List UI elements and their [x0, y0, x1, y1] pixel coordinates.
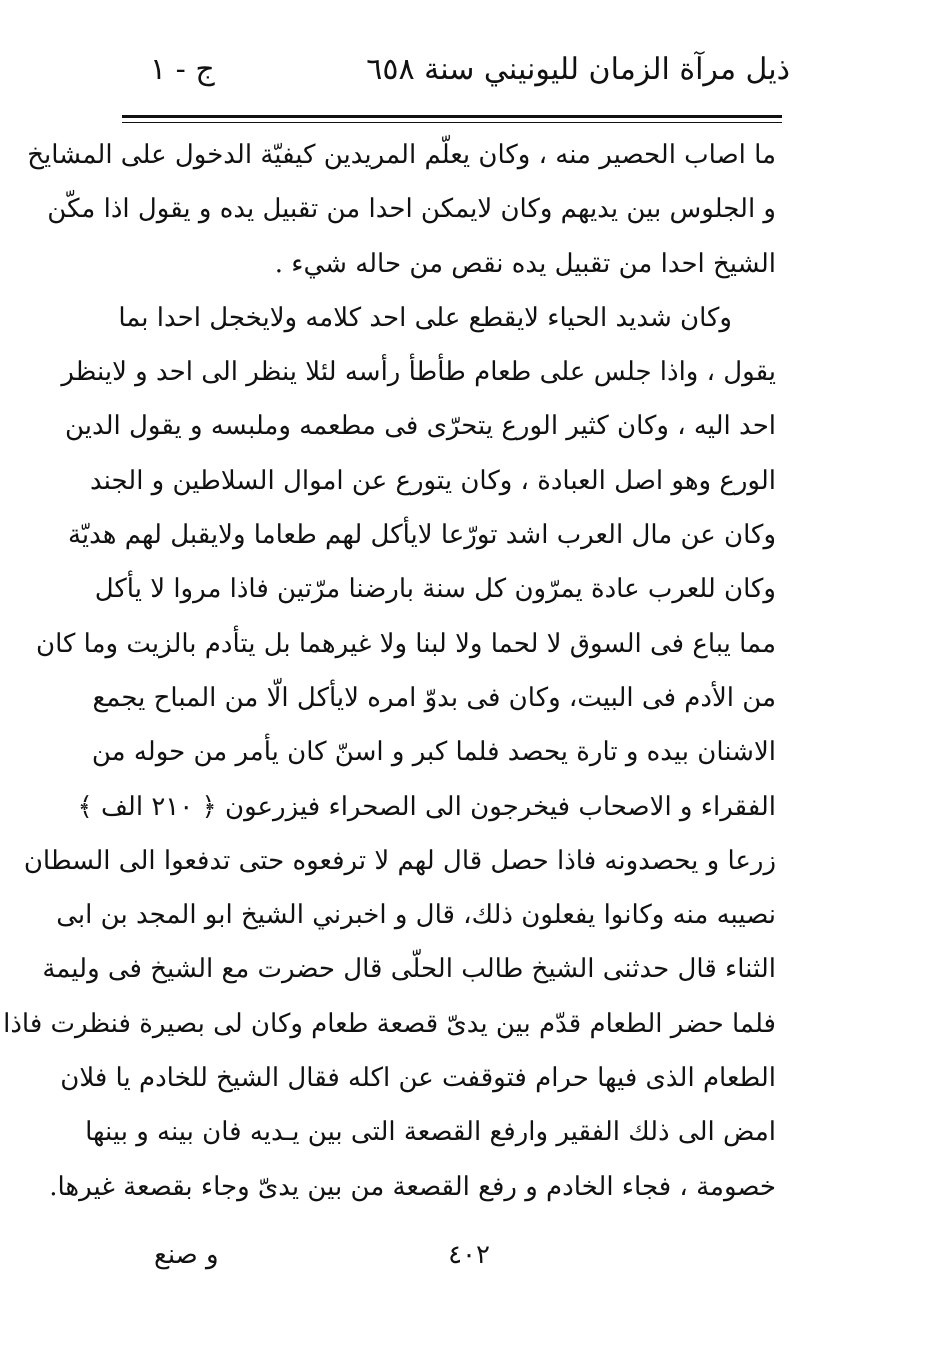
text-line: و الجلوس بين يديهم وكان لايمكن احدا من تقبيل يده و يقول اذا مكّن	[47, 194, 776, 225]
header-volume: ج - ١	[150, 52, 215, 87]
text-line: الفقراء و الاصحاب فيخرجون الى الصحراء فيزرعون ﴿ ٢١٠ الف ﴾	[77, 791, 776, 822]
text-line: من الأدم فى البيت، وكان فى بدوّ امره لايأكل الّا من المباح يجمع	[92, 682, 776, 713]
page-number: ٤٠٢	[448, 1240, 490, 1270]
text-line: الاشنان بيده و تارة يحصد فلما كبر و اسنّ كان يأمر من حوله من	[91, 737, 776, 768]
text-line: زرعا و يحصدونه فاذا حصل قال لهم لا ترفعوه حتى تدفعوا الى السطان	[23, 845, 776, 876]
text-line: الشيخ احدا من تقبيل يده نقص من حاله شيء .	[274, 248, 776, 279]
catchword: و صنع	[154, 1240, 219, 1270]
page-footer	[140, 1240, 780, 1290]
text-line: الثناء قال حدثنى الشيخ طالب الحلّى قال حضرت مع الشيخ فى وليمة	[42, 954, 776, 985]
body-text	[3, 128, 776, 1214]
text-line: وكان للعرب عادة يمرّون كل سنة بارضنا مرّتين فاذا مروا لا يأكل	[94, 574, 776, 605]
text-line: الورع وهو اصل العبادة ، وكان يتورع عن اموال السلاطين و الجند	[90, 465, 776, 496]
text-line: يقول ، واذا جلس على طعام طأطأ رأسه لئلا ينظر الى احد و لاينظر	[61, 357, 776, 388]
text-line: احد اليه ، وكان كثير الورع يتحرّى فى مطعمه وملبسه و يقول الدين	[64, 411, 776, 442]
text-line: فلما حضر الطعام قدّم بين يدىّ قصعة طعام وكان لى بصيرة فنظرت فاذا	[3, 1008, 776, 1039]
text-line: ما اصاب الحصير منه ، وكان يعلّم المريدين كيفيّة الدخول على المشايخ	[27, 140, 776, 170]
text-line: وكان شديد الحياء لايقطع على احد كلامه ولايخجل احدا بما	[118, 302, 732, 333]
text-line: وكان عن مال العرب اشد تورّعا لايأكل لهم طعاما ولايقبل لهم هديّة	[67, 520, 776, 551]
text-line: الطعام الذى فيها حرام فتوقفت عن اكله فقال الشيخ للخادم يا فلان	[60, 1063, 776, 1094]
text-line: نصيبه منه وكانوا يفعلون ذلك، قال و اخبرني الشيخ ابو المجد بن ابى	[56, 900, 776, 931]
header-rule-thick	[122, 115, 782, 118]
header-title: ذيل مرآة الزمان لليونيني سنة ٦٥٨	[366, 52, 790, 87]
header-rule-thin	[122, 122, 782, 123]
text-line: مما يباع فى السوق لا لحما ولا لبنا ولا غيرهما بل يتأدم بالزيت وما كان	[36, 628, 776, 659]
text-line: خصومة ، فجاء الخادم و رفع القصعة من بين يدىّ وجاء بقصعة غيرها.	[49, 1171, 776, 1202]
running-header	[140, 52, 790, 102]
text-line: امض الى ذلك الفقير وارفع القصعة التى بين يـديه فان بينه و بينها	[85, 1117, 776, 1148]
